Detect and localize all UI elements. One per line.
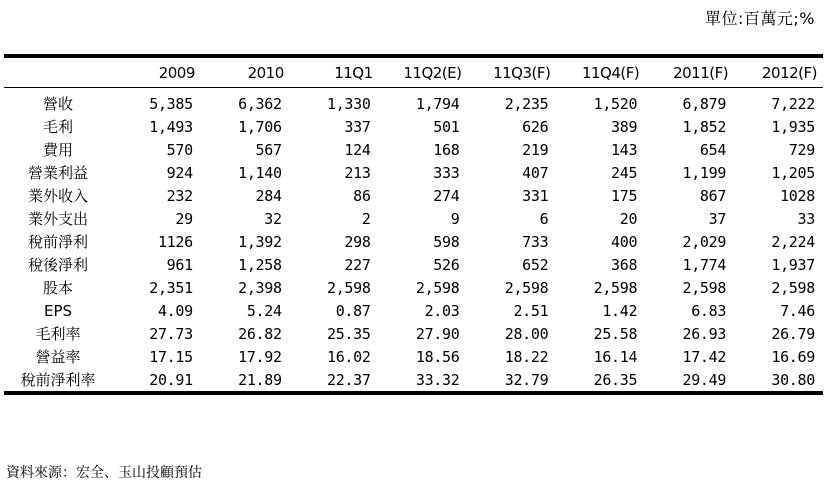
table-cell: 570: [166, 140, 193, 159]
table-cell: 168: [433, 140, 460, 159]
table-row: [4, 207, 823, 230]
table-cell: 18.56: [415, 347, 460, 366]
table-cell: 27.90: [415, 324, 460, 343]
table-cell: 2.51: [513, 301, 549, 320]
table-cell: 232: [166, 186, 193, 205]
table-cell: 17.92: [238, 347, 282, 366]
table-cell: 6,879: [682, 94, 727, 113]
table-cell: 0.87: [335, 301, 371, 320]
table-cell: 29.49: [682, 370, 727, 389]
table-row: [4, 253, 823, 276]
table-cell: 1,706: [238, 117, 282, 136]
table-cell: 1,852: [682, 117, 727, 136]
row-label: 業外支出: [27, 210, 88, 228]
table-cell: 7,222: [771, 94, 815, 113]
table-cell: 9: [450, 209, 460, 228]
table-cell: 961: [166, 255, 193, 274]
table-cell: 2,029: [682, 232, 727, 251]
table-cell: 2,398: [238, 278, 282, 297]
table-cell: 219: [522, 140, 549, 159]
column-header: 11Q3(F): [468, 58, 557, 88]
table-cell: 5.24: [246, 301, 282, 320]
table-cell: 1,520: [593, 94, 638, 113]
header-corner-cell: [4, 58, 112, 88]
table-row: [4, 299, 823, 322]
table-cell: 6,362: [238, 94, 282, 113]
table-cell: 6: [539, 209, 549, 228]
table-cell: 567: [255, 140, 282, 159]
table-row: [4, 161, 823, 184]
row-label: 營收: [42, 95, 73, 113]
table-cell: 143: [611, 140, 638, 159]
table-row: [4, 88, 823, 116]
table-cell: 1028: [780, 186, 815, 205]
table-cell: 733: [522, 232, 549, 251]
table-cell: 274: [433, 186, 460, 205]
table-cell: 6.83: [691, 301, 727, 320]
table-cell: 298: [344, 232, 371, 251]
table-cell: 29: [175, 209, 193, 228]
table-cell: 1,937: [771, 255, 815, 274]
table-cell: 2,224: [771, 232, 815, 251]
table-cell: 2,598: [415, 278, 460, 297]
row-label: 稅前淨利: [27, 233, 88, 251]
row-label: 業外收入: [27, 187, 88, 205]
source-note: 資料來源：宏全、玉山投顧預估: [6, 465, 202, 481]
table-cell: 28.00: [504, 324, 549, 343]
table-cell: 1,774: [682, 255, 727, 274]
row-label: 營業利益: [27, 164, 88, 182]
table-cell: 20.91: [149, 370, 193, 389]
table-cell: 18.22: [504, 347, 549, 366]
row-label: EPS: [43, 301, 73, 320]
table-cell: 25.58: [593, 324, 638, 343]
financial-table-container: [4, 54, 823, 395]
column-header: 11Q1: [290, 58, 379, 88]
table-cell: 213: [344, 163, 371, 182]
row-label: 股本: [42, 279, 73, 297]
table-cell: 1,140: [238, 163, 282, 182]
table-cell: 400: [611, 232, 638, 251]
table-cell: 1,199: [682, 163, 727, 182]
table-cell: 5,385: [149, 94, 193, 113]
table-cell: 501: [433, 117, 460, 136]
row-label: 毛利: [42, 118, 73, 136]
table-cell: 1.42: [602, 301, 638, 320]
table-cell: 1,392: [238, 232, 282, 251]
financial-table: [4, 58, 823, 391]
table-cell: 2,598: [593, 278, 638, 297]
table-cell: 2,598: [682, 278, 727, 297]
table-cell: 729: [788, 140, 815, 159]
table-cell: 33: [797, 209, 815, 228]
unit-label: 單位:百萬元;%: [705, 9, 815, 28]
column-header: 11Q4(F): [556, 58, 645, 88]
table-cell: 26.79: [771, 324, 815, 343]
column-header: 2011(F): [645, 58, 734, 88]
table-cell: 1,935: [771, 117, 815, 136]
table-cell: 1,258: [238, 255, 282, 274]
table-cell: 1,493: [149, 117, 193, 136]
table-cell: 284: [255, 186, 282, 205]
table-cell: 1,330: [326, 94, 371, 113]
table-cell: 26.93: [682, 324, 727, 343]
table-cell: 30.80: [771, 370, 815, 389]
table-cell: 407: [522, 163, 549, 182]
table-cell: 337: [344, 117, 371, 136]
table-cell: 16.14: [593, 347, 638, 366]
table-cell: 2,598: [326, 278, 371, 297]
table-cell: 2.03: [424, 301, 460, 320]
table-cell: 33.32: [415, 370, 460, 389]
table-cell: 598: [433, 232, 460, 251]
table-cell: 37: [708, 209, 727, 228]
table-cell: 124: [344, 140, 371, 159]
table-cell: 1126: [157, 232, 193, 251]
table-cell: 626: [522, 117, 549, 136]
table-cell: 652: [522, 255, 549, 274]
table-cell: 25.35: [326, 324, 371, 343]
column-header: 2010: [201, 58, 290, 88]
row-label: 營益率: [35, 348, 81, 366]
table-cell: 17.42: [682, 347, 727, 366]
table-cell: 1,794: [415, 94, 460, 113]
table-cell: 7.46: [780, 301, 815, 320]
table-cell: 86: [353, 186, 371, 205]
table-row: [4, 115, 823, 138]
table-cell: 32.79: [504, 370, 549, 389]
table-row: [4, 184, 823, 207]
row-label: 毛利率: [35, 325, 81, 343]
table-row: [4, 230, 823, 253]
table-row: [4, 138, 823, 161]
table-row: [4, 345, 823, 368]
row-label: 稅後淨利: [27, 256, 88, 274]
row-label: 費用: [42, 141, 73, 159]
table-cell: 2,235: [504, 94, 549, 113]
table-cell: 368: [611, 255, 638, 274]
table-cell: 389: [611, 117, 638, 136]
header-row: [4, 58, 823, 88]
table-row: [4, 368, 823, 391]
table-cell: 2,598: [771, 278, 815, 297]
table-cell: 867: [699, 186, 727, 205]
table-cell: 4.09: [157, 301, 193, 320]
table-cell: 21.89: [238, 370, 282, 389]
table-row: [4, 276, 823, 299]
table-cell: 2,598: [504, 278, 549, 297]
table-cell: 654: [699, 140, 727, 159]
table-cell: 526: [433, 255, 460, 274]
table-cell: 2,351: [149, 278, 193, 297]
table-body: [4, 88, 823, 392]
table-cell: 331: [522, 186, 549, 205]
table-cell: 16.02: [326, 347, 371, 366]
table-cell: 175: [611, 186, 638, 205]
table-cell: 22.37: [326, 370, 371, 389]
table-cell: 32: [264, 209, 282, 228]
row-label: 稅前淨利率: [20, 371, 96, 389]
table-cell: 1,205: [771, 163, 815, 182]
table-cell: 2: [361, 209, 371, 228]
table-row: [4, 322, 823, 345]
column-header: 2009: [112, 58, 201, 88]
table-cell: 20: [619, 209, 638, 228]
table-cell: 26.35: [593, 370, 638, 389]
table-cell: 227: [344, 255, 371, 274]
table-cell: 16.69: [771, 347, 815, 366]
table-cell: 26.82: [238, 324, 282, 343]
table-cell: 333: [433, 163, 460, 182]
table-cell: 924: [166, 163, 193, 182]
column-header: 11Q2(E): [379, 58, 468, 88]
table-cell: 245: [611, 163, 638, 182]
table-cell: 27.73: [149, 324, 193, 343]
column-header: 2012(F): [734, 58, 823, 88]
table-cell: 17.15: [149, 347, 193, 366]
